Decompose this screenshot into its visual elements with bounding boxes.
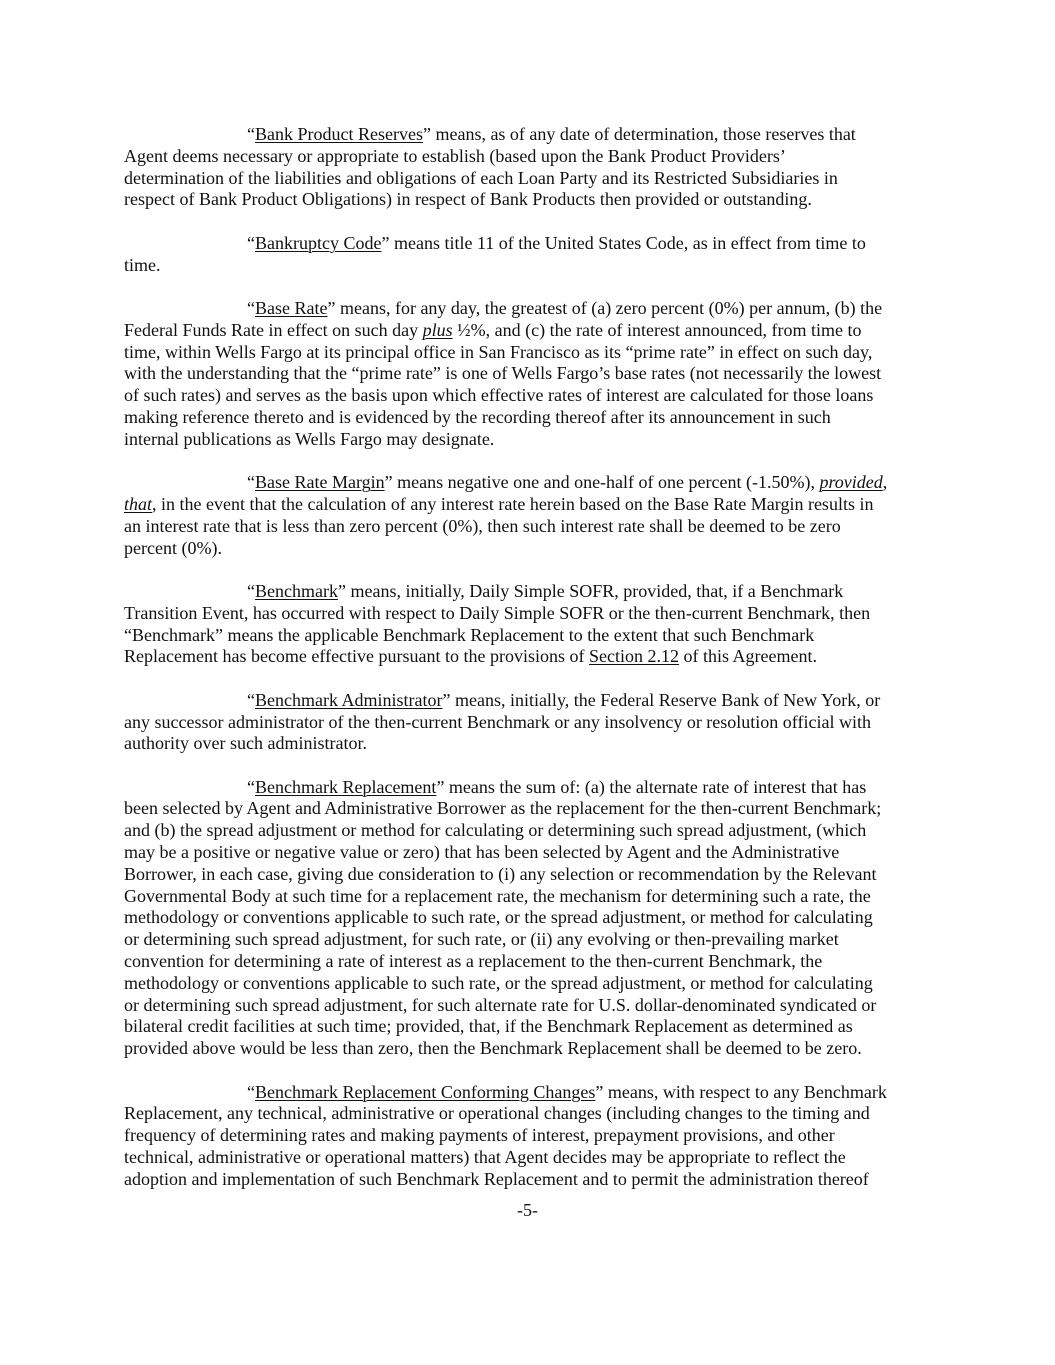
text-line: with the understanding that the “prime rate” is one of Wells Fargo’s base rates (not necessarily the lowest [124,363,882,384]
text-line: authority over such administrator. [124,733,367,754]
definition-base-rate [124,298,934,451]
document-body [124,124,934,1212]
text-line: “Bankruptcy Code” means title 11 of the United States Code, as in effect from time to [247,232,866,253]
defined-term: Section 2.12 [589,646,680,667]
defined-term: Benchmark [255,580,338,601]
text-line: any successor administrator of the then-current Benchmark or any insolvency or resolution official with [124,711,871,732]
text-line: been selected by Agent and Administrative Borrower as the replacement for the then-current Benchmark; [124,798,882,819]
text-line: making reference thereto and is evidenced by the recording thereof after its announcement in such [124,406,831,427]
definition-benchmark-replacement-conforming-changes [124,1082,934,1191]
text-line: time, within Wells Fargo at its principal office in San Francisco as its “prime rate” in effect on such day, [124,341,873,362]
text-line: internal publications as Wells Fargo may designate. [124,428,495,449]
text-line: or determining such spread adjustment, for such rate, or (ii) any evolving or then-prevailing market [124,929,839,950]
text-line: technical, administrative or operational matters) that Agent decides may be appropriate to reflect the [124,1147,846,1168]
text-line: “Benchmark Replacement” means the sum of: (a) the alternate rate of interest that has [247,776,867,797]
definition-benchmark-administrator [124,690,934,755]
emphasis: provided [819,472,883,493]
text-line: or determining such spread adjustment, for such alternate rate for U.S. dollar-denominated syndicated or [124,994,877,1015]
text-line: Federal Funds Rate in effect on such day plus ½%, and (c) the rate of interest announced, from time to [124,319,862,340]
text-line: methodology or conventions applicable to such rate, or the spread adjustment, or method for calculating [124,907,873,928]
definition-benchmark-replacement [124,777,934,1060]
text-line: frequency of determining rates and making payments of interest, prepayment provisions, and other [124,1125,835,1146]
defined-term: Base Rate Margin [255,472,385,493]
text-line: percent (0%). [124,537,222,558]
defined-term: Benchmark Administrator [255,689,443,710]
text-line: determination of the liabilities and obligations of each Loan Party and its Restricted Subsidiaries in [124,167,838,188]
text-line: “Benchmark Replacement Conforming Changes” means, with respect to any Benchmark [247,1081,887,1102]
defined-term: Benchmark Replacement [255,776,437,797]
text-line: an interest rate that is less than zero percent (0%), then such interest rate shall be deemed to be zero [124,515,841,536]
text-line: Agent deems necessary or appropriate to establish (based upon the Bank Product Providers’ [124,145,786,166]
text-line: adoption and implementation of such Benchmark Replacement and to permit the administration thereof [124,1168,869,1189]
defined-term: Bank Product Reserves [255,124,423,144]
text-line: methodology or conventions applicable to such rate, or the spread adjustment, or method for calculating [124,972,873,993]
text-line: time. [124,254,161,275]
text-line: “Bank Product Reserves” means, as of any date of determination, those reserves that [247,124,856,144]
text-line: provided above would be less than zero, then the Benchmark Replacement shall be deemed to be zero. [124,1038,862,1059]
text-line: and (b) the spread adjustment or method for calculating or determining such spread adjustment, (which [124,820,867,841]
defined-term: Benchmark Replacement Conforming Changes [255,1081,596,1102]
text-line: Borrower, in each case, giving due consideration to (i) any selection or recommendation by the Relevant [124,863,877,884]
text-line: “Base Rate Margin” means negative one and one-half of one percent (-1.50%), provided, [247,472,888,493]
text-line: that, in the event that the calculation of any interest rate herein based on the Base Rate Margin results in [124,493,874,514]
text-line: “Benchmark” means, initially, Daily Simple SOFR, provided, that, if a Benchmark [247,580,844,601]
emphasis: that [124,493,153,514]
definition-base-rate-margin [124,472,934,559]
text-line: bilateral credit facilities at such time; provided, that, if the Benchmark Replacement as determined as [124,1016,853,1037]
text-line: convention for determining a rate of interest as a replacement to the then-current Benchmark, the [124,951,823,972]
defined-term: Base Rate [255,297,328,318]
text-line: of such rates) and serves as the basis upon which effective rates of interest are calculated for those loans [124,385,874,406]
definition-bank-product-reserves [124,124,934,211]
text-line: “Benchmark” means the applicable Benchmark Replacement to the extent that such Benchmark [124,624,815,645]
text-line: “Base Rate” means, for any day, the greatest of (a) zero percent (0%) per annum, (b) the [247,297,883,318]
page-number: -5- [517,1200,538,1220]
text-line: Governmental Body at such time for a replacement rate, the mechanism for determining such a rate, the [124,885,871,906]
definition-benchmark [124,581,934,668]
emphasis: plus [422,319,453,340]
text-line: Replacement has become effective pursuant to the provisions of Section 2.12 of this Agreement. [124,646,818,667]
text-line: “Benchmark Administrator” means, initially, the Federal Reserve Bank of New York, or [247,689,881,710]
text-line: respect of Bank Product Obligations) in respect of Bank Products then provided or outstanding. [124,189,812,210]
text-line: may be a positive or negative value or zero) that has been selected by Agent and the Administrative [124,842,840,863]
text-line: Transition Event, has occurred with respect to Daily Simple SOFR or the then-current Benchmark, then [124,602,871,623]
defined-term: Bankruptcy Code [255,232,382,253]
text-line: Replacement, any technical, administrative or operational changes (including changes to the timing and [124,1103,870,1124]
definition-bankruptcy-code [124,233,934,277]
